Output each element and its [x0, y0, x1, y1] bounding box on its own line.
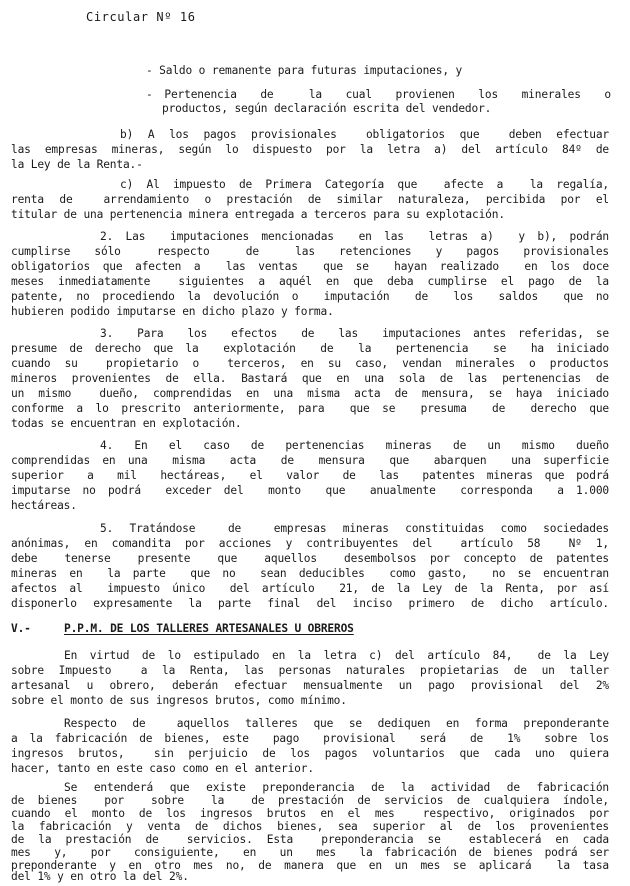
para-2-line6: hubieren podido imputarse en dicho plazo y forma.: [11, 305, 334, 318]
para-4-line1: 4. En el caso de pertenencias mineras de un mismo dueño: [100, 439, 609, 452]
para-v3-line4: la fabricación y venta de dichos bienes, sea superior al de los provenientes: [11, 820, 609, 833]
para-v3-line8: del 1% y en otro la del 2%.: [11, 870, 189, 883]
para-c-line2: renta de arrendamiento o prestación de similar naturaleza, percibida por el: [11, 193, 609, 206]
circular-header: Circular Nº 16: [86, 10, 196, 24]
para-5-line5: afectos al impuesto único del artículo 21, de la Ley de la Renta, por así: [11, 582, 609, 595]
bullet-saldo: - Saldo o remanente para futuras imputaciones, y: [146, 64, 463, 77]
para-v1-line3: artesanal u obrero, deberán efectuar mensualmente un pago provisional del 2%: [11, 679, 609, 692]
para-v3-line2: de bienes por sobre la de prestación de servicios de cualquiera índole,: [11, 794, 609, 807]
para-v2-line2: a la fabricación de bienes, este pago provisional será de 1% sobre los: [11, 732, 609, 745]
para-v2-line1: Respecto de aquellos talleres que se dediquen en forma preponderante: [64, 717, 609, 730]
para-3-line1: 3. Para los efectos de las imputaciones antes referidas, se: [100, 327, 609, 340]
para-2-line4: meses inmediatamente siguientes a aquél en que deba cumplirse el pago de la: [11, 275, 609, 288]
para-5-line2: anónimas, en comandita por acciones y contribuyentes del artículo 58 Nº 1,: [11, 537, 609, 550]
para-2-line1: 2. Las imputaciones mencionadas en las letras a) y b), podrán: [100, 230, 609, 243]
para-4-line5: hectáreas.: [11, 499, 77, 512]
para-5-line4: mineras en la parte que no sean deducibles como gasto, no se encuentran: [11, 567, 609, 580]
para-4-line3: superior a mil hectáreas, el valor de las patentes mineras que podrá: [11, 469, 609, 482]
para-v3-line5: de la prestación de servicios. Esta preponderancia se establecerá en cada: [11, 833, 609, 846]
para-4-line4: imputarse no podrá exceder del monto que anualmente corresponda a 1.000: [11, 484, 609, 497]
para-3-line7: todas se encuentran en explotación.: [11, 417, 242, 430]
para-c-line3: titular de una pertenencia minera entregada a terceros para su explotación.: [11, 208, 505, 221]
para-3-line2: presume de derecho que la explotación de la pertenencia se ha iniciado: [11, 342, 609, 355]
para-3-line3: cuando su propietario o terceros, en su caso, vendan minerales o productos: [11, 357, 609, 370]
para-3-line6: conforme a lo prescrito anteriormente, para que se presuma de derecho que: [11, 402, 609, 415]
para-5-line3: debe tenerse presente que aquellos desembolsos por concepto de patentes: [11, 552, 609, 565]
para-v1-line1: En virtud de lo estipulado en la letra c) del artículo 84, de la Ley: [64, 649, 609, 662]
para-v2-line3: ingresos brutos, sin perjuicio de los pagos voluntarios que cada uno quiera: [11, 747, 609, 760]
para-2-line2: cumplirse sólo respecto de las retenciones y pagos provisionales: [11, 245, 609, 258]
para-v1-line4: sobre el monto de sus ingresos brutos, como mínimo.: [11, 694, 347, 707]
para-v3-line1: Se entenderá que existe preponderancia de la actividad de fabricación: [64, 781, 609, 794]
section-v-number: V.-: [11, 622, 31, 635]
para-3-line4: mineros provenientes de ella. Bastará que en una sola de las pertenencias de: [11, 372, 609, 385]
para-3-line5: un mismo dueño, comprendidas en una misma acta de mensura, se haya iniciado: [11, 387, 609, 400]
bullet-pertenencia-line1: - Pertenencia de la cual provienen los minerales o: [146, 88, 611, 101]
para-b-line1: b) A los pagos provisionales obligatorios que deben efectuar: [120, 128, 609, 141]
section-v-title: P.P.M. DE LOS TALLERES ARTESANALES U OBREROS: [64, 622, 354, 635]
bullet-pertenencia-line2: productos, según declaración escrita del vendedor.: [162, 102, 492, 115]
para-2-line3: obligatorios que afecten a las ventas que se hayan realizado en los doce: [11, 260, 609, 273]
para-c-line1: c) Al impuesto de Primera Categoría que afecte a la regalía,: [120, 178, 609, 191]
para-5-line1: 5. Tratándose de empresas mineras constituidas como sociedades: [100, 522, 609, 535]
para-b-line3: la Ley de la Renta.-: [11, 158, 143, 171]
para-v3-line7: preponderante y en otro mes no, de manera que en un mes se aplicará la tasa: [11, 859, 609, 872]
para-v1-line2: sobre Impuesto a la Renta, las personas naturales propietarias de un taller: [11, 664, 609, 677]
para-v3-line6: mes y, por consiguiente, en un mes la fabricación de bienes podrá ser: [11, 846, 609, 859]
para-5-line6: disponerlo expresamente la parte final del inciso primero de dicho artículo.: [11, 597, 609, 610]
para-b-line2: las empresas mineras, según lo dispuesto por la letra a) del artículo 84º de: [11, 143, 609, 156]
para-v3-line3: cuando el monto de los ingresos brutos en el mes respectivo, originados por: [11, 807, 609, 820]
para-2-line5: patente, no procediendo la devolución o imputación de los saldos que no: [11, 290, 609, 303]
para-4-line2: comprendidas en una misma acta de mensura que abarquen una superficie: [11, 454, 609, 467]
para-v2-line4: hacer, tanto en este caso como en el anterior.: [11, 762, 314, 775]
